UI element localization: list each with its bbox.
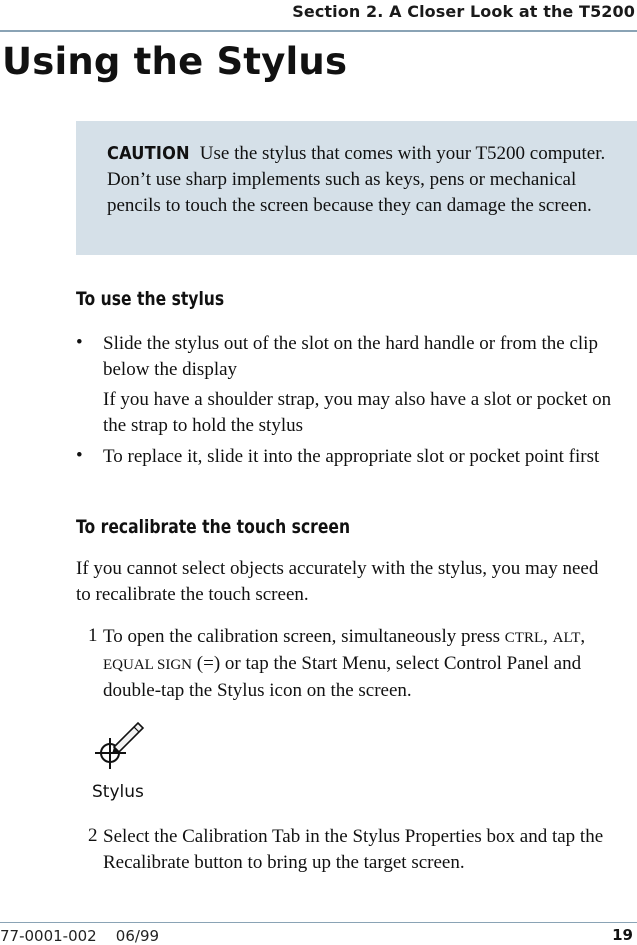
footer-rule: [0, 922, 637, 923]
footer-doc-info: [0, 927, 159, 945]
recalibrate-step-2: Select the Calibration Tab in the Stylus Properties box and tap the Recalibrate button to bring up the target screen.: [103, 826, 604, 873]
key-alt: ALT: [552, 630, 581, 646]
page-number: 19: [612, 926, 633, 944]
caution-text: Use the stylus that comes with your T5200 computer. Don’t use sharp implements such as keys, pens or mechanical pencils to touch the screen because they can damage the screen.: [107, 143, 606, 216]
use-stylus-bullet-1-note: If you have a shoulder strap, you may also have a slot or pocket on the strap to hold the stylus: [103, 389, 612, 436]
bullet-symbol: •: [76, 445, 83, 466]
caution-label: CAUTION: [107, 143, 190, 164]
recalibrate-step-1: To open the calibration screen, simultaneously press CTRL, ALT, EQUAL SIGN (=) or tap the Start Menu, select Control Panel and double-tap the Stylus icon on the screen.: [103, 626, 586, 701]
use-stylus-bullet-1: Slide the stylus out of the slot on the hard handle or from the clip below the display: [103, 333, 598, 380]
step-number: 2: [88, 825, 98, 846]
doc-date: 06/99: [115, 927, 160, 945]
key-equal-sign: EQUAL SIGN: [103, 657, 193, 673]
doc-number: 77-0001-002: [0, 927, 97, 945]
use-stylus-bullet-2: To replace it, slide it into the appropriate slot or pocket point first: [103, 446, 600, 467]
recalibrate-intro: If you cannot select objects accurately with the stylus, you may need to recalibrate the touch screen.: [76, 558, 599, 605]
recalibrate-heading: To recalibrate the touch screen: [76, 516, 351, 538]
use-stylus-heading: To use the stylus: [76, 288, 225, 310]
page-title: Using the Stylus: [2, 40, 348, 83]
bullet-symbol: •: [76, 332, 83, 353]
step-number: 1: [88, 625, 98, 646]
stylus-icon: [90, 720, 150, 802]
stylus-icon-label: Stylus: [92, 782, 144, 802]
section-title: Section 2. A Closer Look at the T5200: [292, 2, 635, 21]
caution-box: [76, 121, 637, 255]
key-ctrl: CTRL: [504, 630, 544, 646]
page-header: [0, 0, 637, 32]
